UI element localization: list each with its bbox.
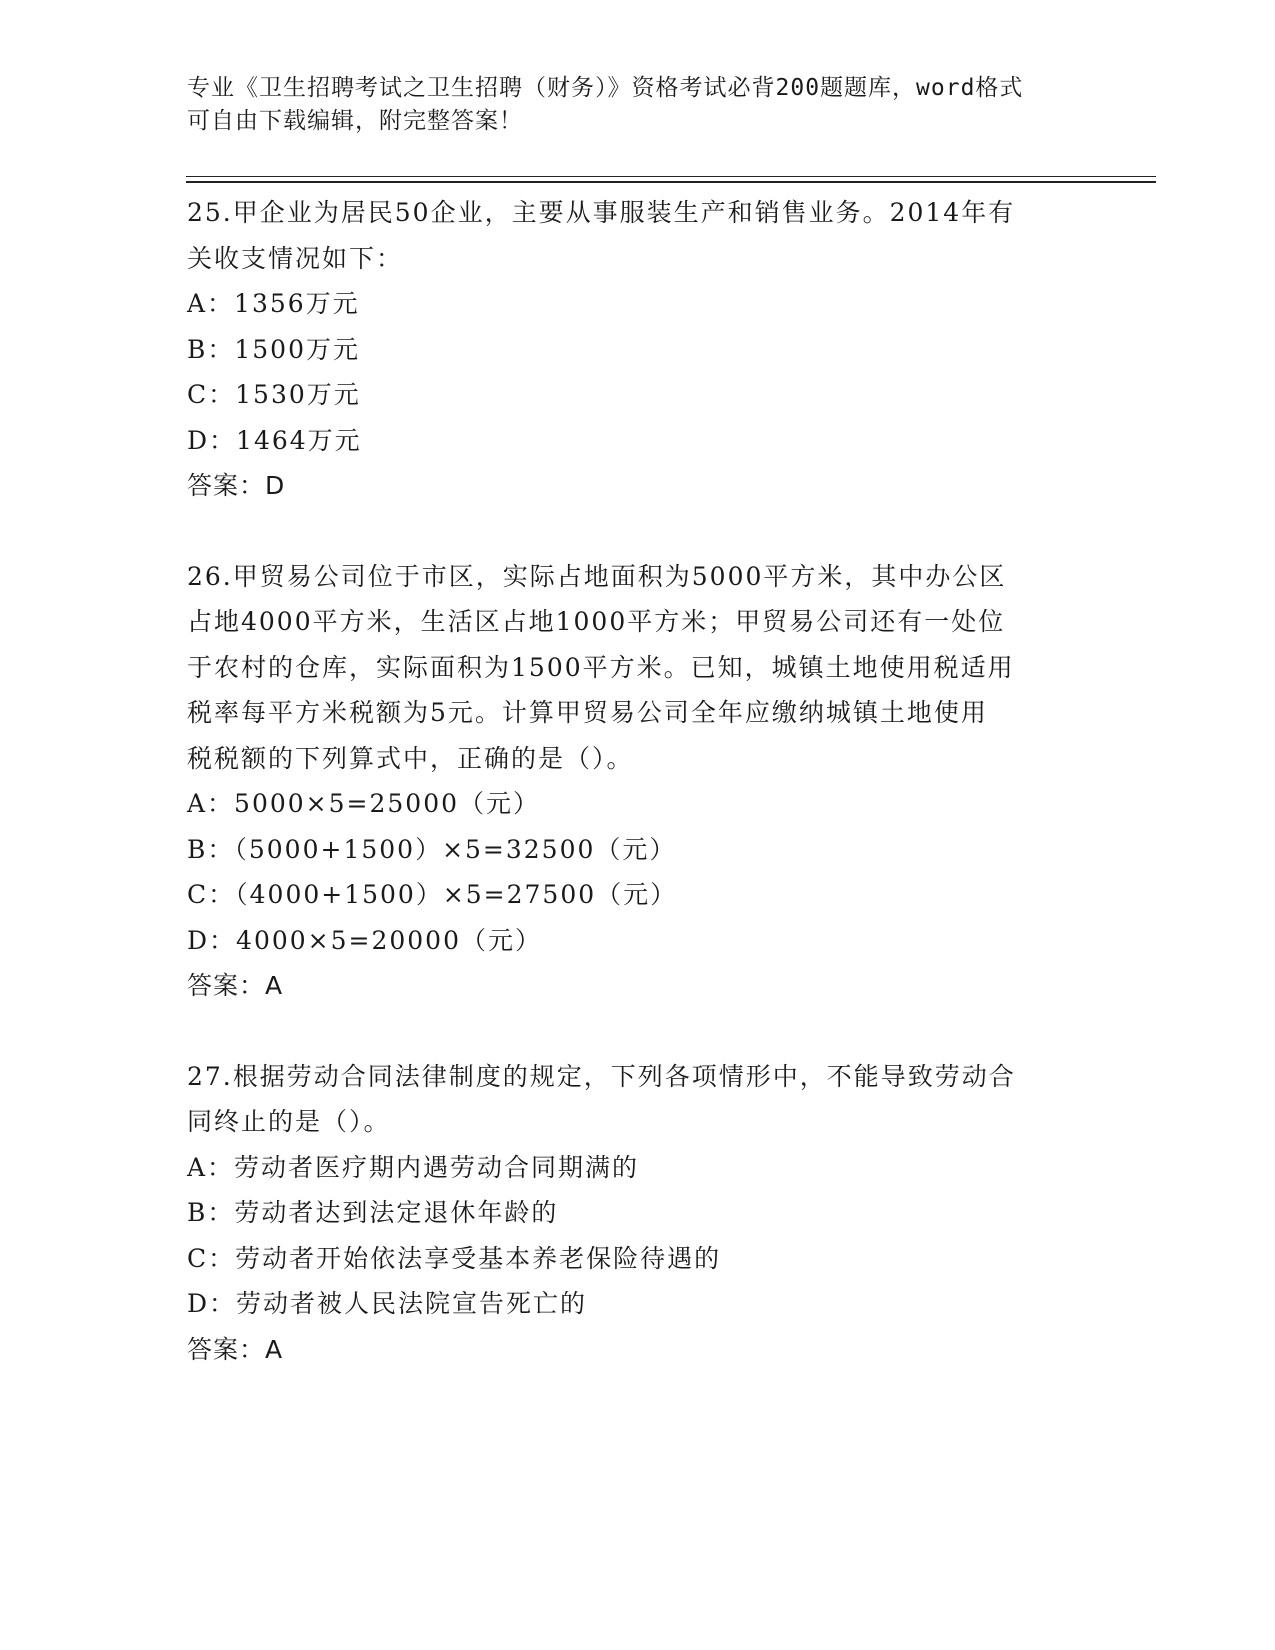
question-26 (187, 554, 1087, 1009)
question-text-line: 关收支情况如下： (187, 243, 404, 273)
question-text-line: 于农村的仓库，实际面积为1500平方米。已知，城镇土地使用税适用 (187, 652, 1015, 682)
option-c: C：（4000+1500）×5=27500（元） (187, 880, 678, 909)
question-text-line: 27.根据劳动合同法律制度的规定，下列各项情形中，不能导致劳动合 (187, 1061, 1016, 1091)
question-27 (187, 1054, 1087, 1373)
option-b: B：1500万元 (187, 334, 360, 364)
option-d: D：4000×5=20000（元） (187, 925, 542, 955)
header-divider-thin (186, 176, 1156, 177)
document-header (187, 72, 1087, 138)
question-25 (187, 190, 1087, 509)
option-b: B：劳动者达到法定退休年龄的 (187, 1198, 559, 1227)
header-line-1: 专业《卫生招聘考试之卫生招聘（财务）》资格考试必背200题题库，word格式 (187, 75, 1024, 101)
question-list (187, 190, 1087, 1372)
question-text-line: 税税额的下列算式中，正确的是（）。 (187, 743, 634, 773)
question-text-line: 26.甲贸易公司位于市区，实际占地面积为5000平方米，其中办公区 (187, 561, 1007, 591)
answer-label: 答案：A (187, 971, 284, 1000)
question-text-line: 占地4000平方米，生活区占地1000平方米；甲贸易公司还有一处位 (187, 607, 1006, 636)
answer-label: 答案：D (187, 471, 286, 500)
option-c: C：1530万元 (187, 380, 361, 409)
header-line-2: 可自由下载编辑，附完整答案！ (187, 108, 523, 134)
option-c: C：劳动者开始依法享受基本养老保险待遇的 (187, 1243, 722, 1273)
header-divider-thick (186, 181, 1156, 183)
question-text-line: 25.甲企业为居民50企业，主要从事服装生产和销售业务。2014年有 (187, 198, 1016, 227)
answer-label: 答案：A (187, 1334, 284, 1364)
option-a: A：1356万元 (187, 289, 360, 318)
question-text-line: 同终止的是（）。 (187, 1107, 391, 1136)
spacer (187, 509, 1087, 554)
option-a: A：5000×5=25000（元） (187, 789, 541, 818)
option-b: B：（5000+1500）×5=32500（元） (187, 834, 677, 864)
question-text-line: 税率每平方米税额为5元。计算甲贸易公司全年应缴纳城镇土地使用 (187, 698, 988, 727)
spacer (187, 1009, 1087, 1054)
option-d: D：劳动者被人民法院宣告死亡的 (187, 1289, 588, 1318)
option-a: A：劳动者医疗期内遇劳动合同期满的 (187, 1152, 640, 1182)
option-d: D：1464万元 (187, 425, 362, 455)
